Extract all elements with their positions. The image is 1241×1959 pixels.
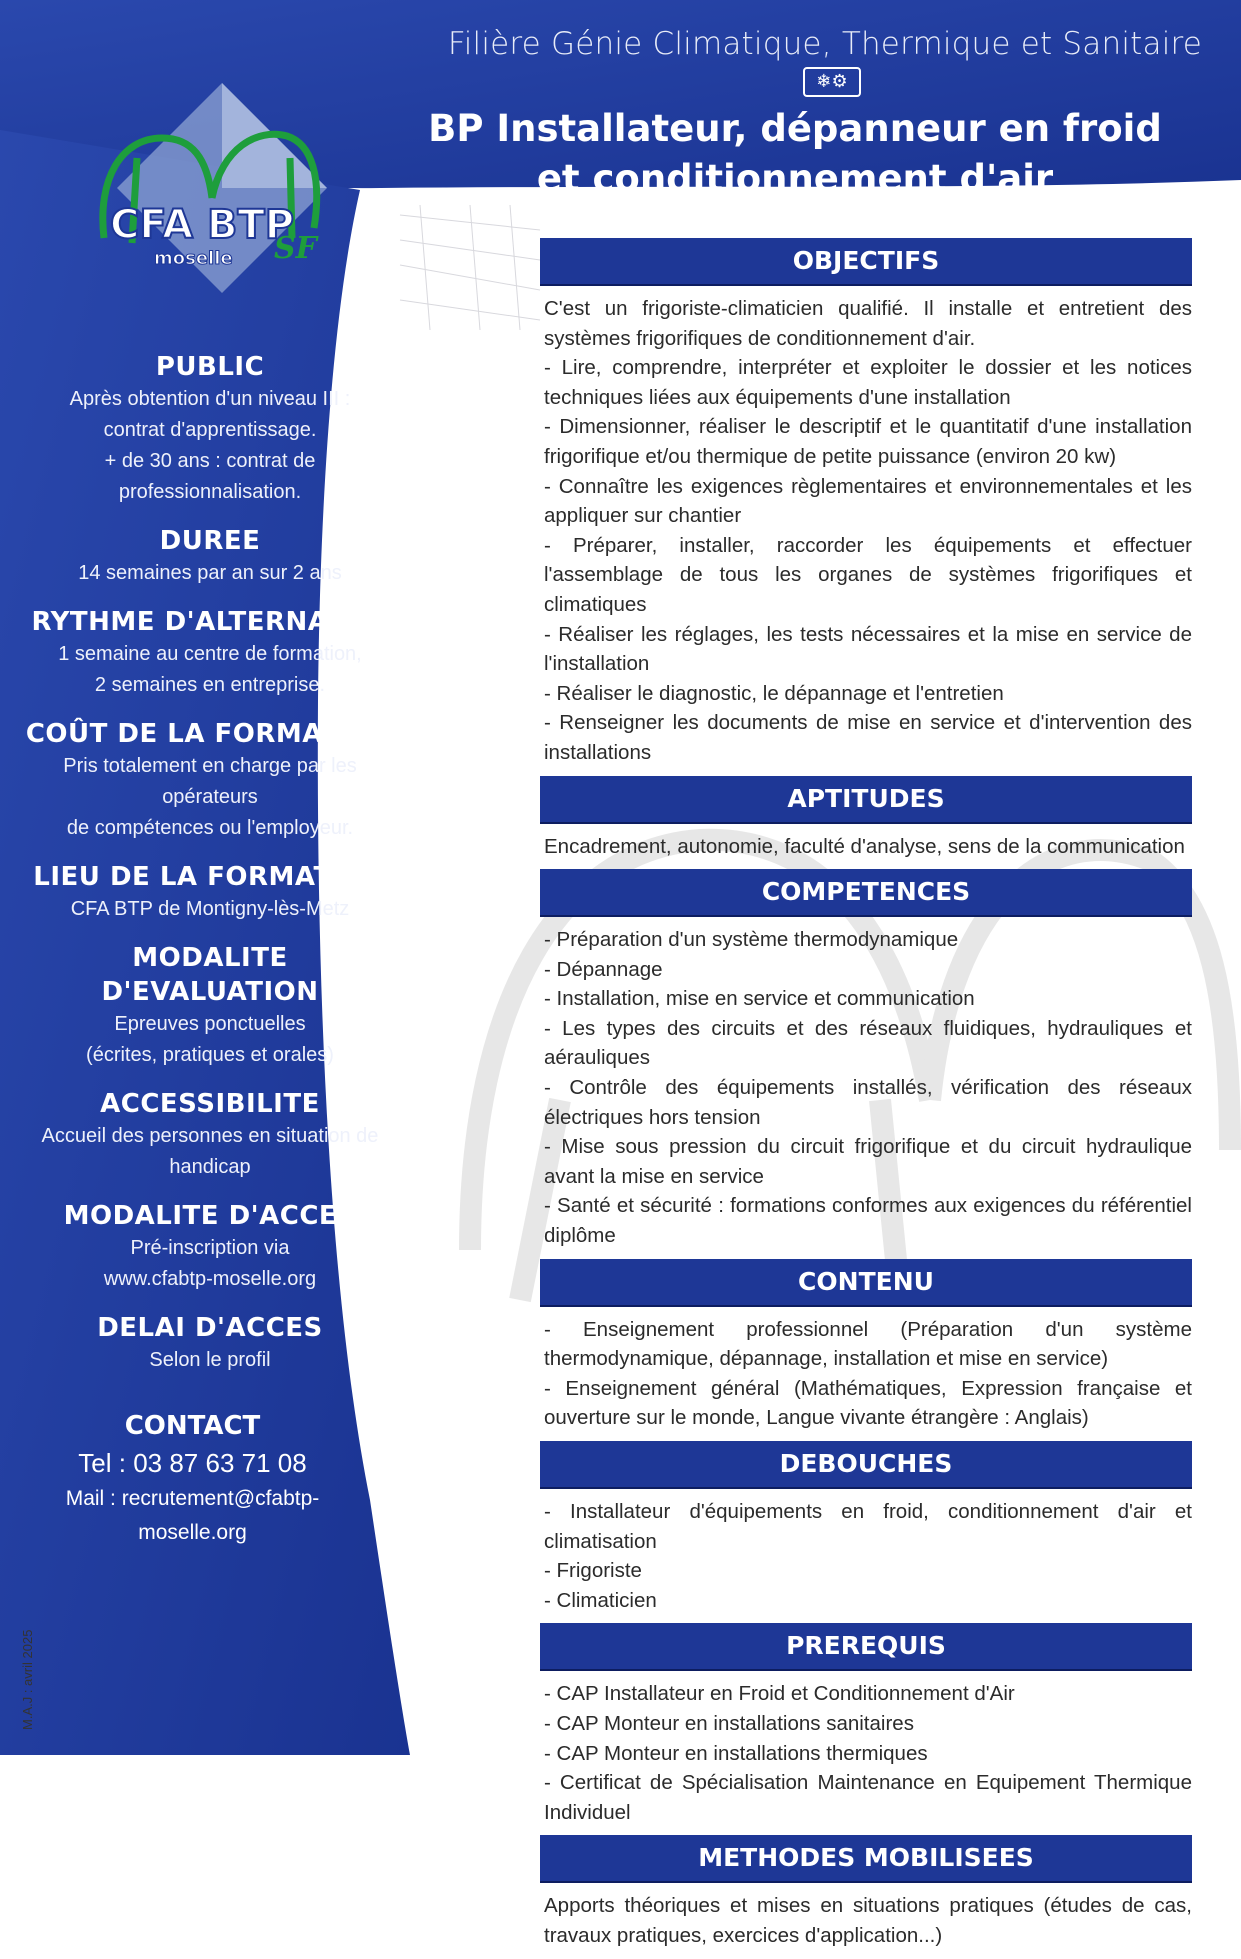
left-section-line: Accueil des personnes en situation de handicap: [41, 1125, 379, 1178]
section-header: METHODES MOBILISEES: [540, 1835, 1192, 1883]
left-section-title: COÛT DE LA FORMATION: [25, 719, 395, 749]
left-section-line: Selon le profil: [149, 1349, 271, 1371]
logo-text: CFA BTP: [110, 202, 295, 248]
left-section: [20, 1311, 400, 1376]
left-section-line: CFA BTP de Montigny-lès-Metz: [70, 898, 350, 920]
title-line-2: et conditionnement d'air: [536, 157, 1054, 200]
left-section-line: 1 semaine au centre de formation,: [58, 643, 362, 665]
snowflake-gear-icon: ❄⚙: [803, 67, 861, 97]
section-body: [544, 1679, 1192, 1827]
page-title: [370, 104, 1220, 204]
left-section-line: Pris totalement en charge par les opérateurs: [63, 755, 357, 808]
left-section-line: + de 30 ans : contrat de professionnalisation.: [104, 450, 316, 503]
left-section-line: (écrites, pratiques et orales): [86, 1044, 334, 1066]
contact-block: [20, 1408, 365, 1550]
section-body: [544, 832, 1192, 862]
section-header: PREREQUIS: [540, 1623, 1192, 1671]
section-body: [544, 1497, 1192, 1615]
section-line: - Installation, mise en service et communication: [544, 987, 975, 1011]
section-body: [544, 925, 1192, 1251]
section-header: CONTENU: [540, 1259, 1192, 1307]
section-line: - Certificat de Spécialisation Maintenance en Equipement Thermique Individuel: [544, 1771, 1192, 1824]
left-section: [20, 717, 400, 844]
left-section-title: ACCESSIBILITE: [100, 1089, 320, 1119]
section-line: - Enseignement général (Mathématiques, Expression française et ouverture sur le monde, Langue vivante étrangère : Anglais): [544, 1376, 1192, 1430]
section-line: - Dépannage: [544, 957, 663, 981]
logo-sub: moselle: [154, 248, 233, 269]
left-section-title: DUREE: [159, 526, 261, 556]
left-section-line: de compétences ou l'employeur.: [66, 817, 354, 839]
section-line: - Renseigner les documents de mise en service et d'intervention des installations: [544, 711, 1192, 764]
section-line: - Installateur d'équipements en froid, conditionnement d'air et climatisation: [544, 1500, 1192, 1553]
section-body: [544, 1891, 1192, 1950]
left-column: [20, 350, 400, 1392]
contact-title: CONTACT: [124, 1411, 261, 1441]
section-line: - Dimensionner, réaliser le descriptif et le quantitatif d'une installation frigorifique et/ou thermique de petite puissance (environ 20 kw): [544, 415, 1192, 468]
left-section-line: contrat d'apprentissage.: [103, 419, 317, 441]
section-line: - Connaître les exigences règlementaires et environnementales et les appliquer sur chantier: [544, 474, 1192, 528]
left-section-line: 2 semaines en entreprise.: [94, 674, 326, 696]
left-section-title: MODALITE D'ACCES: [63, 1201, 357, 1231]
contact-phone[interactable]: Tel : 03 87 63 71 08: [78, 1448, 307, 1478]
left-section-line: www.cfabtp-moselle.org: [103, 1268, 317, 1290]
left-section: [20, 860, 400, 925]
left-section: [20, 1199, 400, 1295]
section-line: - Frigoriste: [544, 1559, 642, 1583]
section-line: Apports théoriques et mises en situations pratiques (études de cas, travaux pratiques, exercices d'application...): [544, 1894, 1192, 1947]
left-section-line: Epreuves ponctuelles: [114, 1013, 306, 1035]
section-line: - Lire, comprendre, interpréter et exploiter le dossier et les notices techniques liées aux équipements d'une installation: [544, 356, 1192, 409]
filiere-text: Filière Génie Climatique, Thermique et Sanitaire: [447, 26, 1203, 62]
section-line: - Mise sous pression du circuit frigorifique et du circuit hydraulique avant la mise en service: [544, 1135, 1192, 1188]
left-section: [20, 350, 400, 508]
title-line-1: BP Installateur, dépanneur en froid: [428, 107, 1162, 150]
section-line: - Les types des circuits et des réseaux fluidiques, hydrauliques et aérauliques: [544, 1016, 1192, 1070]
left-section: [20, 941, 400, 1071]
section-line: - CAP Monteur en installations thermiques: [544, 1741, 928, 1765]
header: [400, 26, 1220, 204]
section-line: - Réaliser les réglages, les tests nécessaires et la mise en service de l'installation: [544, 622, 1192, 676]
left-section-title: RYTHME D'ALTERNANCE: [31, 607, 389, 637]
left-section: [20, 605, 400, 701]
left-section: [20, 524, 400, 589]
left-section-line: 14 semaines par an sur 2 ans: [78, 562, 342, 584]
contact-email[interactable]: Mail : recrutement@cfabtp-moselle.org: [65, 1487, 320, 1544]
section-line: C'est un frigoriste-climaticien qualifié. Il installe et entretient des systèmes frigorifiques de conditionnement d'air.: [544, 297, 1192, 350]
left-section-title: PUBLIC: [155, 352, 265, 382]
section-line: - Climaticien: [544, 1588, 657, 1612]
section-line: - CAP Monteur en installations sanitaires: [544, 1711, 914, 1735]
right-column: [540, 238, 1192, 1959]
section-line: - Enseignement professionnel (Préparation d'un système thermodynamique, dépannage, installation et mise en service): [544, 1317, 1192, 1371]
update-date: M.A.J : avril 2025: [20, 1629, 35, 1730]
section-line: - Préparer, installer, raccorder les équipements et effectuer l'assemblage de tous les organes de systèmes frigorifiques et climatiques: [544, 533, 1192, 616]
filiere-line: [430, 26, 1220, 98]
left-section-title: MODALITE D'EVALUATION: [101, 943, 319, 1007]
section-line: Encadrement, autonomie, faculté d'analyse, sens de la communication: [544, 834, 1185, 858]
logo-sf: SF: [274, 231, 317, 266]
section-body: [544, 1315, 1192, 1433]
section-header: OBJECTIFS: [540, 238, 1192, 286]
left-section-title: DELAI D'ACCES: [97, 1313, 323, 1343]
cfa-btp-logo: [92, 78, 352, 308]
section-line: - Contrôle des équipements installés, vérification des réseaux électriques hors tension: [544, 1076, 1192, 1129]
section-line: - CAP Installateur en Froid et Conditionnement d'Air: [544, 1682, 1015, 1706]
left-section: [20, 1087, 400, 1183]
section-header: COMPETENCES: [540, 869, 1192, 917]
section-line: - Santé et sécurité : formations conformes aux exigences du référentiel diplôme: [544, 1194, 1192, 1248]
section-line: - Préparation d'un système thermodynamique: [544, 928, 959, 952]
section-line: - Réaliser le diagnostic, le dépannage et l'entretien: [544, 681, 1004, 705]
left-section-line: Pré-inscription via: [130, 1237, 290, 1259]
left-section-title: LIEU DE LA FORMATION: [33, 862, 387, 892]
section-header: DEBOUCHES: [540, 1441, 1192, 1489]
left-section-line: Après obtention d'un niveau III :: [69, 388, 351, 410]
section-header: APTITUDES: [540, 776, 1192, 824]
section-body: [544, 294, 1192, 768]
